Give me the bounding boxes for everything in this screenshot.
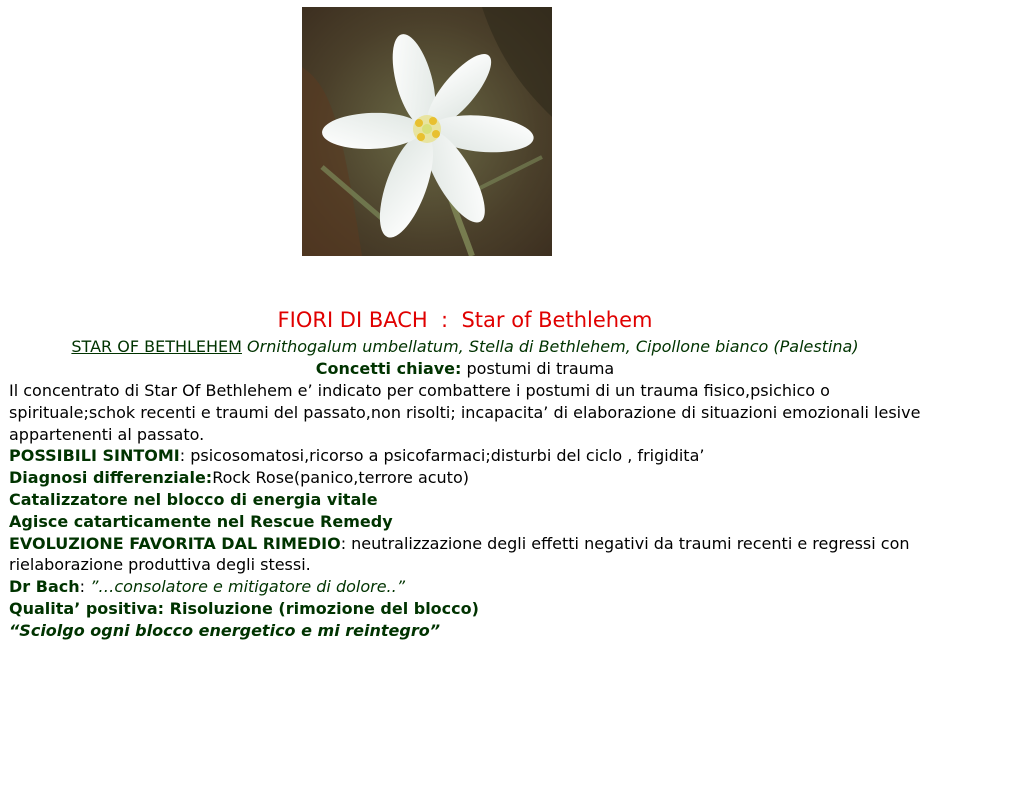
symptoms-line <box>9 445 939 467</box>
rescue-line <box>9 511 939 533</box>
key-concepts-value: postumi di trauma <box>461 359 615 378</box>
evolution-line <box>9 533 939 577</box>
page-title: FIORI DI BACH : Star of Bethlehem <box>277 308 653 332</box>
catalyst-line <box>9 489 939 511</box>
key-concepts-label: Concetti chiave: <box>315 359 462 378</box>
motto-line <box>9 620 939 642</box>
flower-photo <box>302 7 552 256</box>
evolution-value: neutralizzazione degli effetti negativi da traumi recenti e regressi con rielaborazione produttiva degli stessi. <box>9 533 910 575</box>
species-name: STAR OF BETHLEHEM <box>71 337 242 356</box>
catalyst-text: Catalizzatore nel blocco di energia vitale <box>9 489 378 509</box>
species-synonyms: Ornithogalum umbellatum, Stella di Bethlehem, Cipollone bianco (Palestina) <box>241 337 859 356</box>
symptoms-colon: : <box>179 446 186 466</box>
drbach-line <box>9 576 939 598</box>
species-line <box>0 336 930 358</box>
drbach-label: Dr Bach <box>9 577 80 597</box>
diagnosis-value: Rock Rose(panico,terrore acuto) <box>212 468 469 488</box>
rescue-text: Agisce catarticamente nel Rescue Remedy <box>9 511 393 531</box>
evolution-colon: : <box>340 533 347 553</box>
key-concepts <box>0 358 930 380</box>
drbach-colon: : <box>79 577 91 597</box>
quality-text: Qualita’ positiva: Risoluzione (rimozione del blocco) <box>9 598 479 618</box>
description-body <box>9 380 939 642</box>
symptoms-value: psicosomatosi,ricorso a psicofarmaci;disturbi del ciclo , frigidita’ <box>185 446 705 466</box>
quality-line <box>9 598 939 620</box>
motto-text: “Sciolgo ogni blocco energetico e mi reintegro” <box>9 620 441 640</box>
intro-paragraph: Il concentrato di Star Of Bethlehem e’ indicato per combattere i postumi di un trauma fisico,psichico o spirituale;schok recenti e traumi del passato,non risolti; incapacita’ di elaborazione di situazioni emozionali lesive appartenenti al passato. <box>9 381 921 444</box>
drbach-quote: ”…consolatore e mitigatore di dolore..” <box>90 577 406 597</box>
evolution-label: EVOLUZIONE FAVORITA DAL RIMEDIO <box>9 533 341 553</box>
diagnosis-label: Diagnosi differenziale: <box>9 468 213 488</box>
diagnosis-line <box>9 467 939 489</box>
symptoms-label: POSSIBILI SINTOMI <box>9 446 180 466</box>
